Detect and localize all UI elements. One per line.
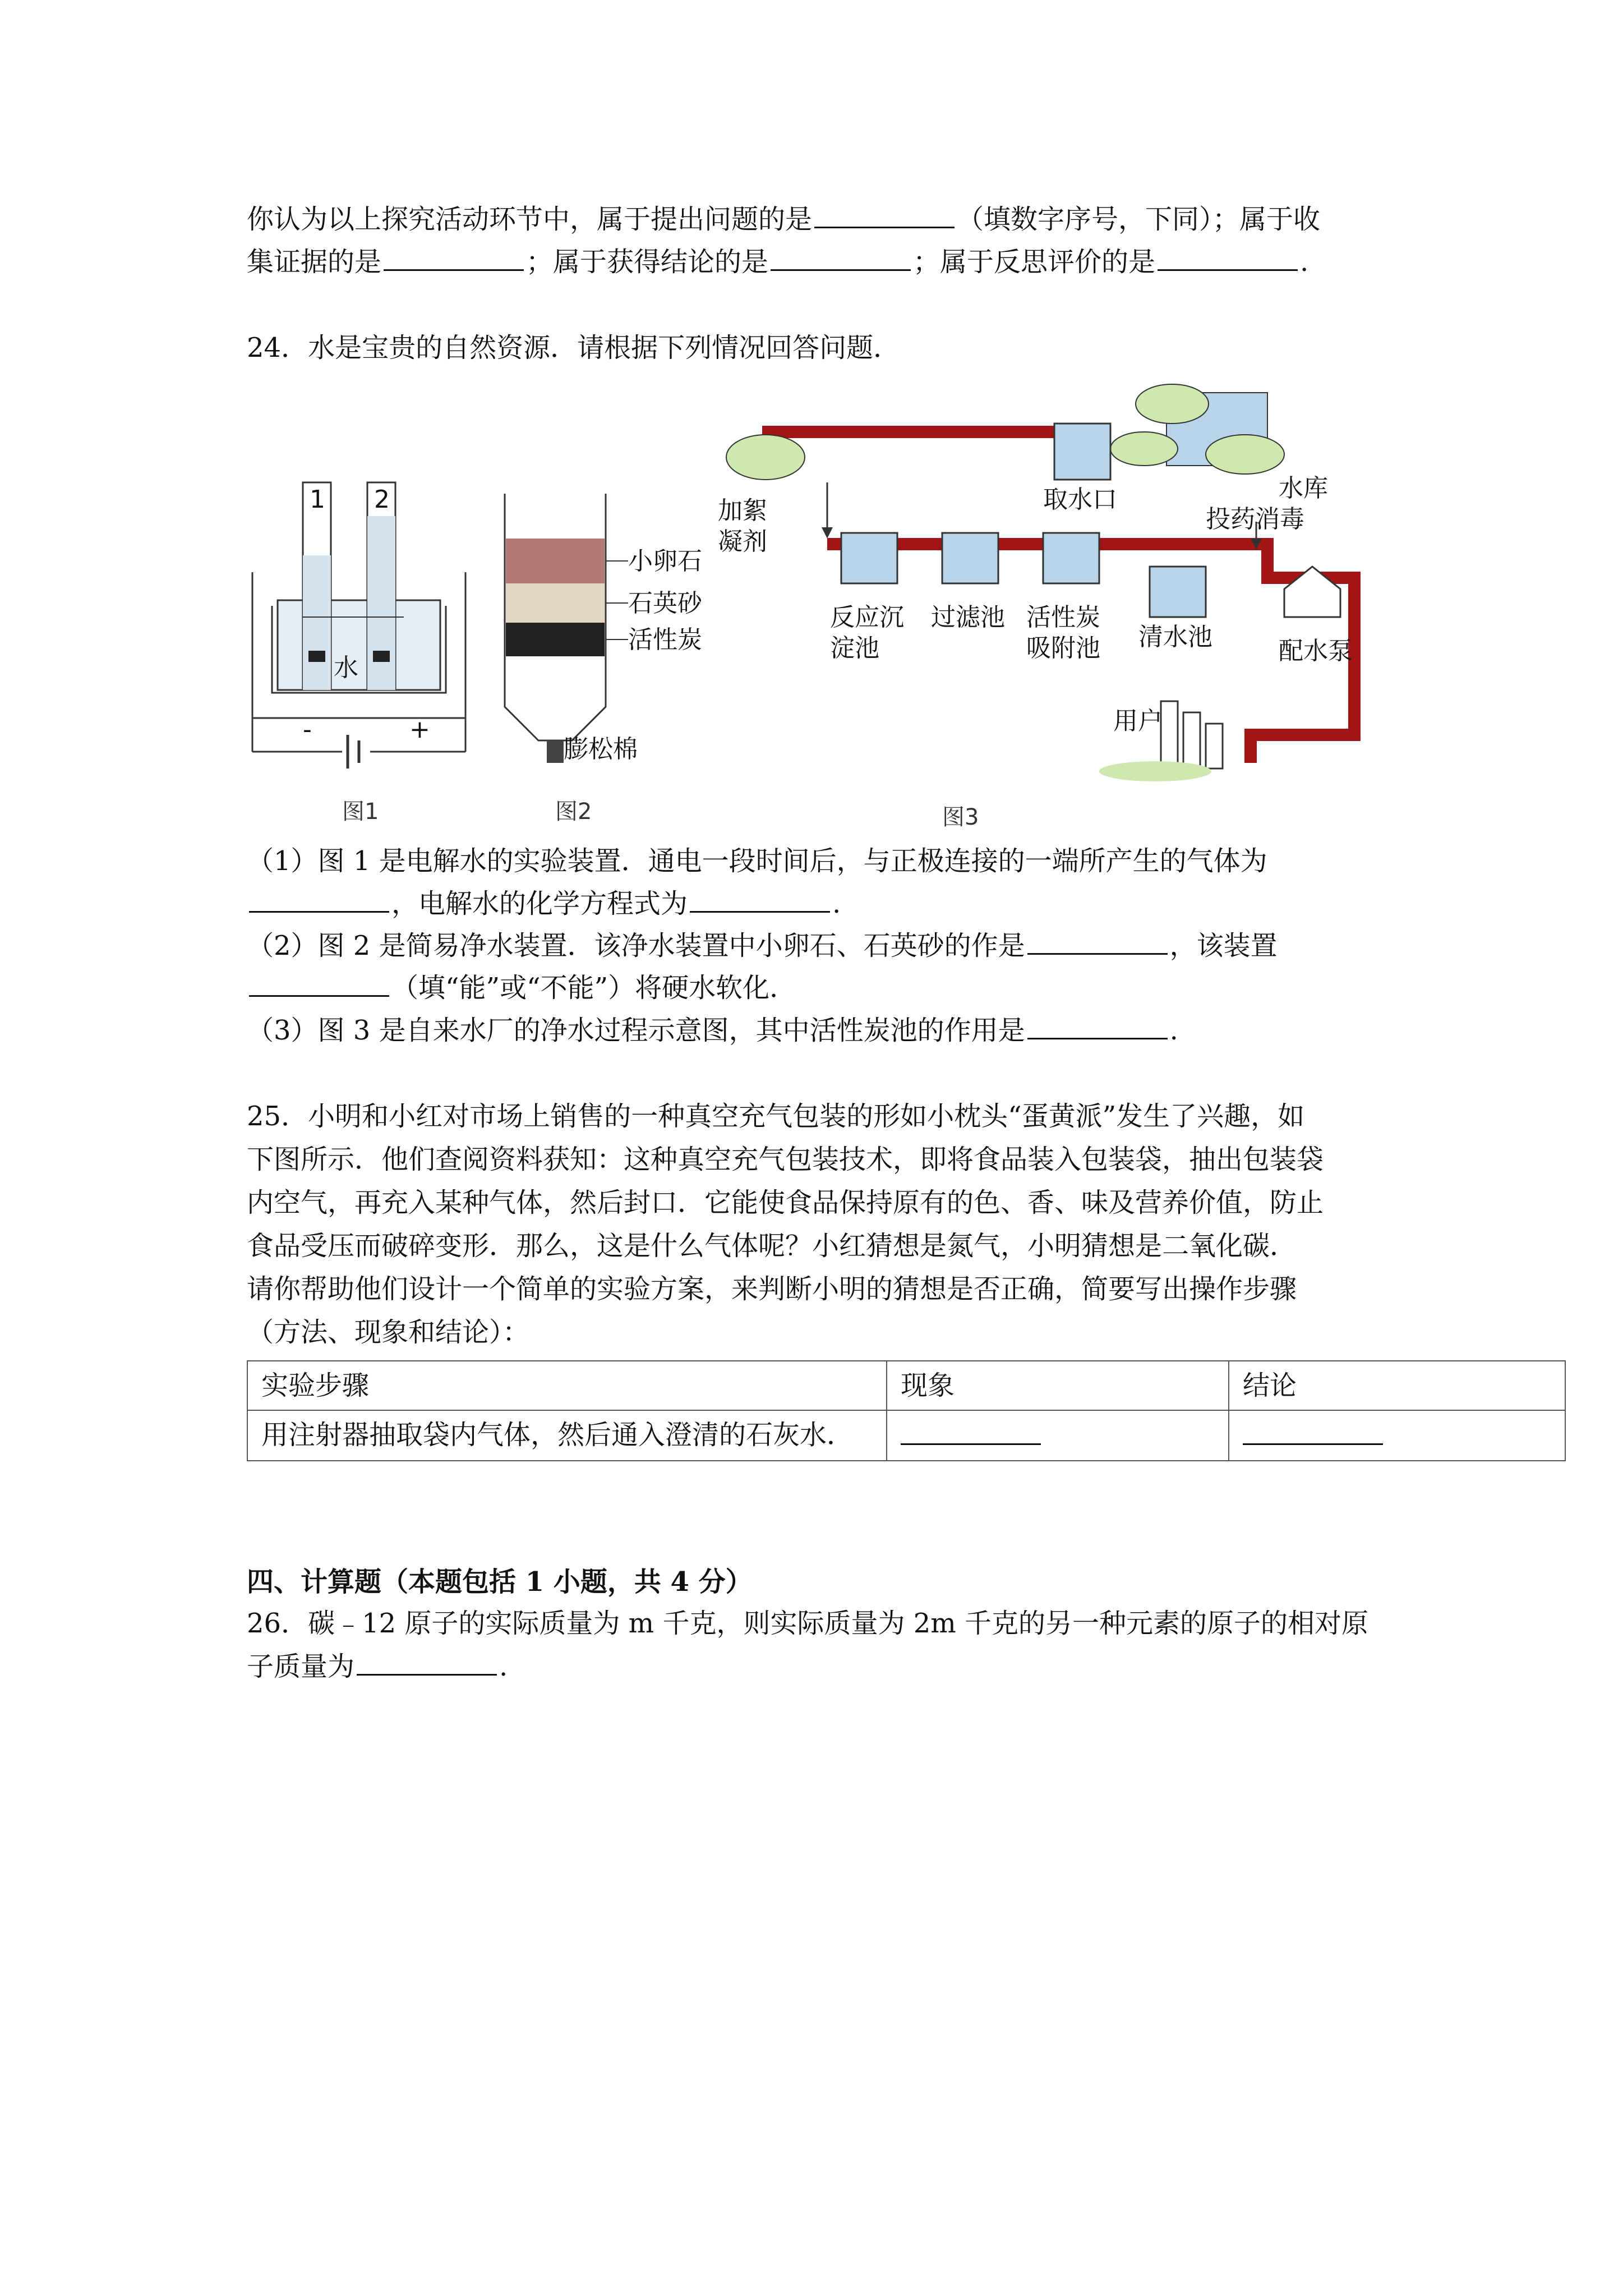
fig3-carbon-label-2: 吸附池	[1026, 634, 1100, 662]
fig3-sediment-label-1: 反应沉	[830, 603, 904, 632]
fig3-clear-label: 清水池	[1138, 623, 1212, 651]
q25-line4: 食品受压而破碎变形．那么，这是什么气体呢？小红猜想是氮气，小明猜想是二氧化碳．	[247, 1230, 1297, 1262]
q25-line5: 请你帮助他们设计一个简单的实验方案，来判断小明的猜想是否正确，简要写出操作步骤	[247, 1273, 1297, 1305]
answer-blank[interactable]	[771, 245, 911, 271]
answer-blank[interactable]	[814, 202, 955, 228]
fig1-electrolysis	[252, 482, 465, 825]
q25-line6: （方法、现象和结论）：	[247, 1317, 530, 1348]
section4-title: 四、计算题（本题包括 1 小题，共 4 分）	[247, 1566, 753, 1598]
answer-blank[interactable]	[1158, 245, 1298, 271]
q26-line1: 26．碳﹣12 原子的实际质量为 m 千克，则实际质量为 2m 千克的另一种元素的原子的相对原	[247, 1608, 1369, 1639]
q25-line2: 下图所示．他们查阅资料获知：这种真空充气包装技术，即将食品装入包装袋，抽出包装袋	[247, 1144, 1324, 1175]
table-header-conclusion: 结论	[1229, 1361, 1565, 1410]
fig3-coagulant-label-2: 凝剂	[718, 527, 767, 556]
table-header-row	[247, 1361, 1565, 1410]
fig3-user-label: 用户	[1113, 707, 1163, 735]
fig2-carbon-label: 活性炭	[628, 625, 702, 654]
fig3-waterworks	[718, 384, 1354, 830]
answer-blank[interactable]	[690, 886, 830, 913]
fig2-caption: 图2	[555, 799, 592, 825]
fig3-intake-label: 取水口	[1043, 485, 1117, 514]
q24-sub1-line2: ，电解水的化学方程式为 .	[247, 886, 841, 921]
fig1-plus-label: +	[409, 715, 430, 744]
answer-blank[interactable]	[1027, 1013, 1168, 1039]
table-header-step: 实验步骤	[247, 1361, 887, 1410]
fig3-carbon-label-1: 活性炭	[1026, 603, 1100, 632]
fig3-sediment-label-2: 淀池	[830, 634, 879, 662]
fig1-minus-label: -	[303, 715, 312, 744]
table-cell-conclusion	[1229, 1410, 1565, 1461]
q23-line1: 你认为以上探究活动环节中，属于提出问题的是 （填数字序号，下同）；属于收	[247, 202, 1320, 236]
table-header-phenomenon: 现象	[887, 1361, 1229, 1410]
fig3-pump-label: 配水泵	[1279, 637, 1353, 665]
fig3-disinfect-label: 投药消毒	[1206, 505, 1304, 533]
q24-title: 24．水是宝贵的自然资源．请根据下列情况回答问题．	[247, 332, 901, 364]
fig2-sand-label: 石英砂	[628, 589, 702, 618]
answer-blank[interactable]	[249, 970, 389, 997]
q24-sub2-line1: （2）图 2 是简易净水装置．该净水装置中小卵石、石英砂的作是 ，该装置	[247, 928, 1278, 963]
q24-sub2-line2: （填“能”或“不能”）将硬水软化．	[247, 970, 796, 1005]
table-cell-step: 用注射器抽取袋内气体，然后通入澄清的石灰水．	[247, 1410, 887, 1461]
q23-line2: 集证据的是 ；属于获得结论的是 ；属于反思评价的是 .	[247, 245, 1308, 279]
table-cell-phenomenon	[887, 1410, 1229, 1461]
fig3-reservoir-label: 水库	[1279, 474, 1328, 503]
fig1-tube1-label: 1	[310, 485, 325, 514]
answer-blank[interactable]	[1027, 928, 1168, 955]
fig2-purifier	[505, 494, 703, 825]
fig3-filter-label: 过滤池	[931, 603, 1005, 632]
fig2-cotton-label: 膨松棉	[564, 735, 638, 763]
q25-table	[247, 1360, 1566, 1461]
q24-sub3: （3）图 3 是自来水厂的净水过程示意图，其中活性炭池的作用是 .	[247, 1013, 1178, 1047]
answer-blank[interactable]	[1243, 1415, 1383, 1445]
fig1-tube2-label: 2	[374, 485, 390, 514]
answer-blank[interactable]	[384, 245, 524, 271]
answer-blank[interactable]	[901, 1415, 1041, 1445]
q26-line2: 子质量为 .	[247, 1649, 508, 1683]
q25-line3: 内空气，再充入某种气体，然后封口．它能使食品保持原有的色、香、味及营养价值，防止	[247, 1187, 1324, 1218]
fig1-caption: 图1	[342, 799, 379, 825]
q25-line1: 25．小明和小红对市场上销售的一种真空充气包装的形如小枕头“蛋黄派”发生了兴趣，如	[247, 1101, 1305, 1132]
answer-blank[interactable]	[357, 1649, 497, 1676]
fig3-caption: 图3	[942, 804, 979, 830]
fig2-pebble-label: 小卵石	[628, 547, 702, 576]
fig1-water-label: 水	[334, 654, 358, 682]
answer-blank[interactable]	[249, 886, 389, 913]
table-row	[247, 1410, 1565, 1461]
q24-figures	[241, 370, 1408, 841]
q24-sub1-line1: （1）图 1 是电解水的实验装置．通电一段时间后，与正极连接的一端所产生的气体为	[247, 845, 1267, 877]
fig3-coagulant-label-1: 加絮	[718, 496, 767, 525]
